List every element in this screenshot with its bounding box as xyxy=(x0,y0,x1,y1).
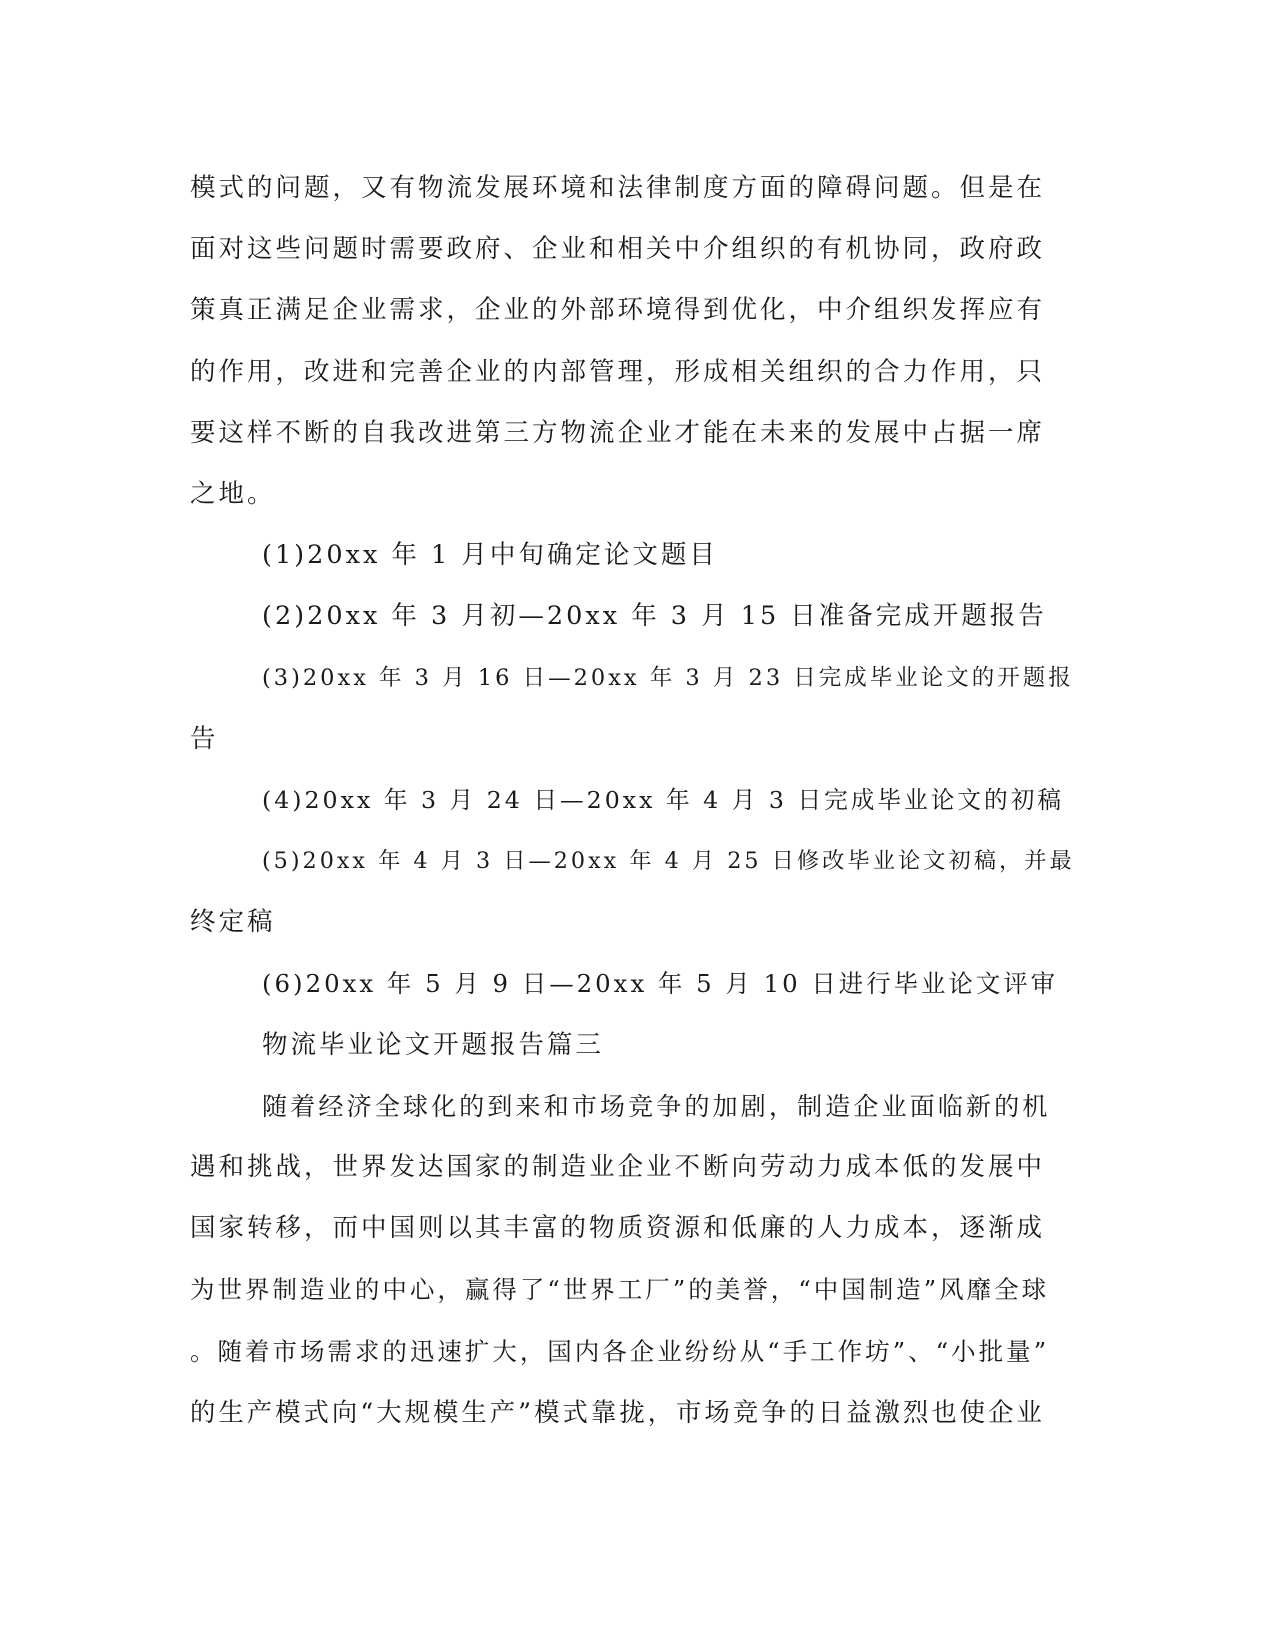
text-line: 。随着市场需求的迅速扩大，国内各企业纷纷从“手工作坊”、“小批量” xyxy=(190,1336,1050,1366)
document-body xyxy=(190,158,1090,1443)
text-line: 遇和挑战，世界发达国家的制造业企业不断向劳动力成本低的发展中 xyxy=(190,1152,1046,1182)
text-line: (1)20xx 年 1 月中旬确定论文题目 xyxy=(262,540,718,571)
text-line: (6)20xx 年 5 月 9 日—20xx 年 5 月 10 日进行毕业论文评审 xyxy=(262,969,1059,999)
text-line: 物流毕业论文开题报告篇三 xyxy=(262,1029,605,1060)
text-line: 的作用，改进和完善企业的内部管理，形成相关组织的合力作用，只 xyxy=(190,356,1046,387)
text-line: 面对这些问题时需要政府、企业和相关中介组织的有机协同，政府政 xyxy=(190,234,1046,265)
text-line: 要这样不断的自我改进第三方物流企业才能在未来的发展中占据一席 xyxy=(190,417,1046,448)
text-line: 的生产模式向“大规模生产”模式靠拢，市场竞争的日益激烈也使企业 xyxy=(190,1396,1045,1427)
text-line: 模式的问题，又有物流发展环境和法律制度方面的障碍问题。但是在 xyxy=(190,173,1046,203)
text-line: 为世界制造业的中心，赢得了“世界工厂”的美誉，“中国制造”风靡全球 xyxy=(190,1275,1050,1305)
text-line: 国家转移，而中国则以其丰富的物质资源和低廉的人力成本，逐渐成 xyxy=(190,1213,1046,1244)
text-line: (3)20xx 年 3 月 16 日—20xx 年 3 月 23 日完成毕业论文的开题报 xyxy=(262,664,1074,691)
text-line: (5)20xx 年 4 月 3 日—20xx 年 4 月 25 日修改毕业论文初稿，并最 xyxy=(262,848,1075,875)
text-line: 告 xyxy=(190,723,219,754)
text-line: 终定稿 xyxy=(190,907,276,938)
text-line: 之地。 xyxy=(190,478,276,509)
text-line: 策真正满足企业需求，企业的外部环境得到优化，中介组织发挥应有 xyxy=(190,295,1046,326)
text-line: 随着经济全球化的到来和市场竞争的加剧，制造企业面临新的机 xyxy=(262,1091,1051,1121)
text-line: (2)20xx 年 3 月初—20xx 年 3 月 15 日准备完成开题报告 xyxy=(262,601,1047,632)
text-line: (4)20xx 年 3 月 24 日—20xx 年 4 月 3 日完成毕业论文的初稿 xyxy=(262,785,1065,814)
